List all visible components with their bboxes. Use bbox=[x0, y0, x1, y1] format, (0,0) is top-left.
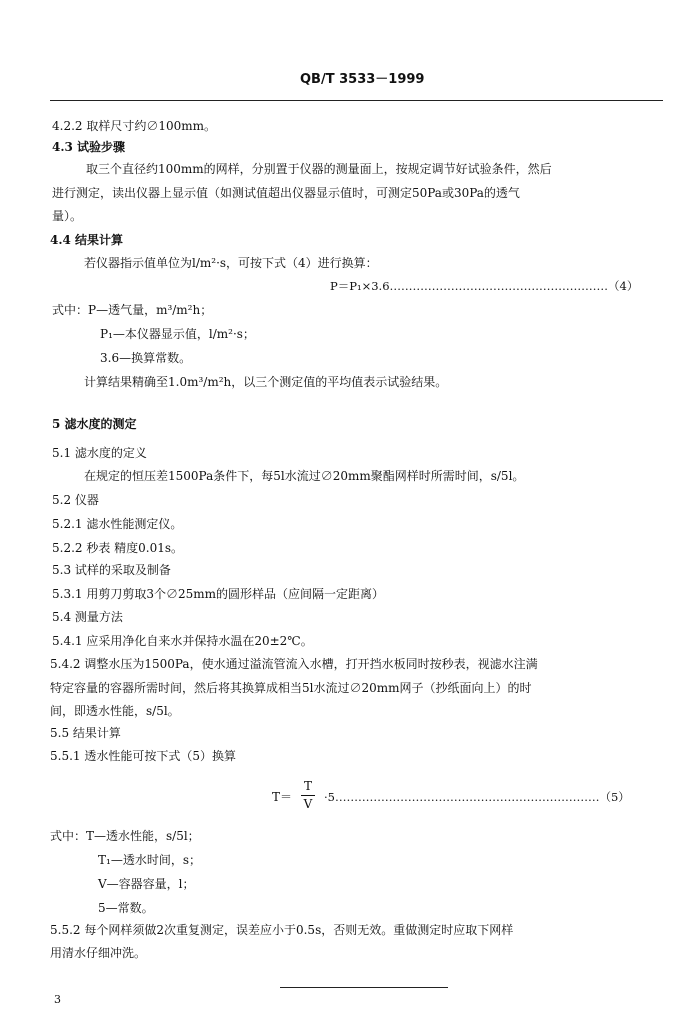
clause-5-5-1: 5.5.1 透水性能可按下式（5）换算 bbox=[50, 749, 236, 763]
clause-5-4-1: 5.4.1 应采用净化自来水并保持水温在20±2℃。 bbox=[52, 634, 313, 648]
paragraph-line: 间，即透水性能，s/5l。 bbox=[50, 704, 180, 718]
paragraph-line: 在规定的恒压差1500Pa条件下，每5l水流过∅20mm聚酯网样时所需时间，s/5l。 bbox=[84, 469, 525, 483]
paragraph-line: 取三个直径约100mm的网样，分别置于仪器的测量面上，按规定调节好试验条件，然后 bbox=[86, 162, 552, 176]
heading-5-2: 5.2 仪器 bbox=[52, 493, 99, 507]
paragraph-line: 量）。 bbox=[52, 209, 83, 223]
where-line: V—容器容量，l； bbox=[98, 877, 195, 891]
section-5-title: 5 滤水度的测定 bbox=[52, 417, 137, 431]
formula-5-denominator: V bbox=[303, 797, 313, 811]
heading-5-3: 5.3 试样的采取及制备 bbox=[52, 563, 171, 577]
clause-5-4-2: 5.4.2 调整水压为1500Pa，使水通过溢流管流入水槽，打开挡水板同时按秒表，视滤水注满 bbox=[50, 657, 538, 671]
paragraph-line: 进行测定，读出仪器上显示值（如测试值超出仪器显示值时，可测定50Pa或30Pa的透气 bbox=[52, 186, 520, 200]
header-rule bbox=[50, 100, 663, 101]
where-line: 3.6—换算常数。 bbox=[100, 351, 192, 365]
heading-4-3: 4.3 试验步骤 bbox=[52, 140, 126, 154]
paragraph-line: 用清水仔细冲洗。 bbox=[50, 946, 147, 960]
where-line: T₁—透水时间，s； bbox=[98, 853, 201, 867]
heading-5-5: 5.5 结果计算 bbox=[50, 726, 121, 740]
clause-5-2-1: 5.2.1 滤水性能测定仪。 bbox=[52, 517, 183, 531]
clause-5-5-2: 5.5.2 每个网样须做2次重复测定，误差应小于0.5s，否则无效。重做测定时应取下网样 bbox=[50, 923, 514, 937]
formula-5-numerator: T bbox=[303, 779, 312, 793]
clause-5-3-1: 5.3.1 用剪刀剪取3个∅25mm的圆形样品（应间隔一定距离） bbox=[52, 587, 385, 601]
formula-4: P＝P₁×3.6…………………………………………………（4） bbox=[330, 279, 639, 293]
where-line: P₁—本仪器显示值，l/m²·s； bbox=[100, 327, 255, 341]
page-number: 3 bbox=[54, 993, 61, 1006]
standard-code: QB/T 3533－1999 bbox=[300, 72, 425, 87]
where-line: 式中：P—透气量，m³/m²h； bbox=[52, 303, 213, 317]
formula-5-rhs: ·5……………………………………………………………（5） bbox=[324, 790, 630, 804]
fraction-bar bbox=[301, 795, 315, 796]
formula-5-lhs: T＝ bbox=[272, 790, 293, 804]
footer-rule bbox=[280, 987, 448, 988]
heading-4-4: 4.4 结果计算 bbox=[50, 233, 124, 247]
paragraph-line: 特定容量的容器所需时间，然后将其换算成相当5l水流过∅20mm网子（抄纸面向上）的时 bbox=[50, 681, 532, 695]
heading-5-1: 5.1 滤水度的定义 bbox=[52, 446, 147, 460]
paragraph-line: 计算结果精确至1.0m³/m²h，以三个测定值的平均值表示试验结果。 bbox=[84, 375, 448, 389]
clause-4-2-2: 4.2.2 取样尺寸约∅100mm。 bbox=[52, 119, 217, 133]
heading-5-4: 5.4 测量方法 bbox=[52, 610, 123, 624]
clause-5-2-2: 5.2.2 秒表 精度0.01s。 bbox=[52, 541, 184, 555]
where-line: 式中：T—透水性能，s/5l； bbox=[50, 829, 200, 843]
paragraph-line: 若仪器指示值单位为l/m²·s，可按下式（4）进行换算： bbox=[84, 256, 378, 270]
where-line: 5—常数。 bbox=[98, 901, 154, 915]
